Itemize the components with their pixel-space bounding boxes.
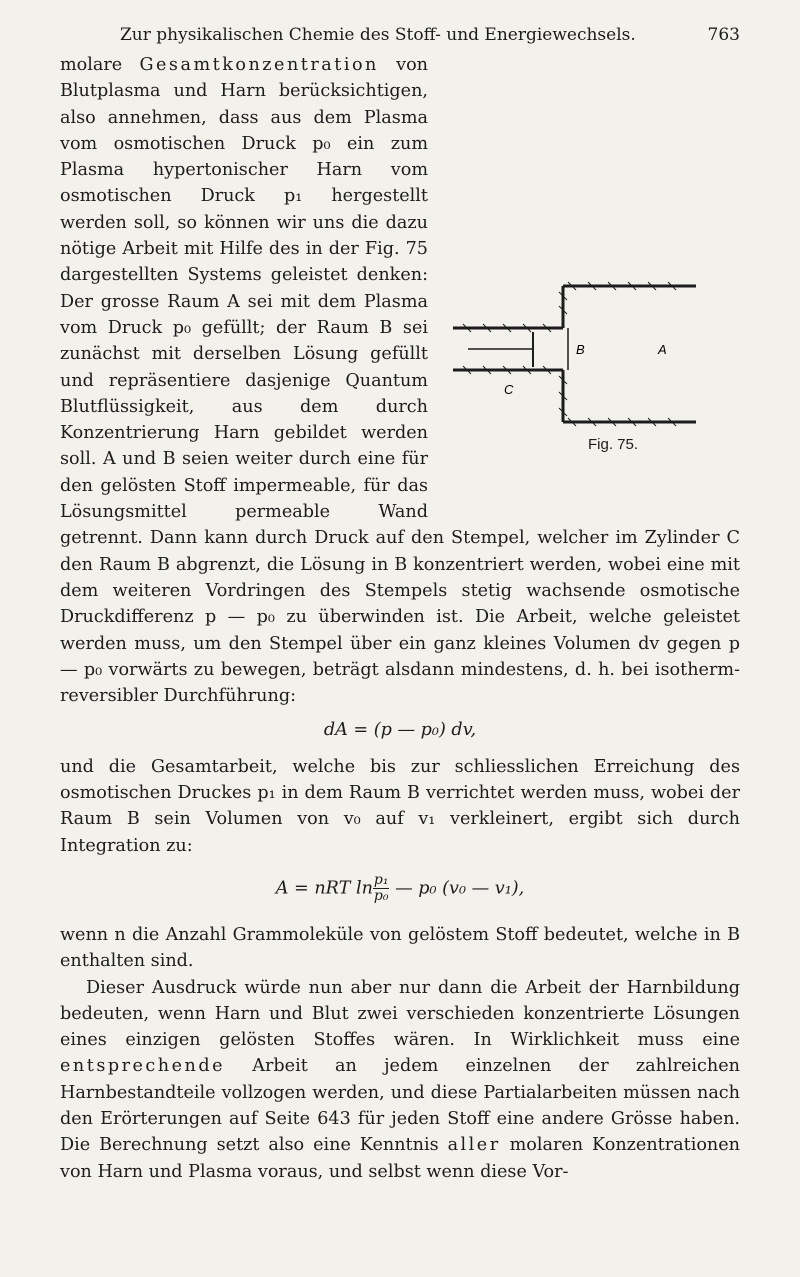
p1-spaced-term: Gesamtkonzentration (139, 55, 379, 75)
paragraph-4 (60, 975, 740, 1185)
label-a: A (658, 342, 667, 357)
p1-end: von Blutplasma und Harn berücksichtigen, also annehmen, dass aus dem Plasma vom osmotischen Druck p₀ ein zum Plasma hypertonischer Harn vom osmotischen Druck p₁ hergestellt werden soll, so können wir uns die dazu nötige Arbeit mit Hilfe des in der Fig. 75 dargestellten Systems geleistet denken: Der grosse Raum A sei mit dem Plasma vom Druck p₀ gefüllt; der Raum B sei zunächst mit derselben Lösung gefüllt und repräsentiere dasjenige Quantum Blutflüssigkeit, aus dem durch Konzentrierung Harn gebildet werden soll. A und B seien weiter durch eine für den gelösten Stoff impermeable, für das Lösungsmittel permeable Wand getrennt. Dann kann durch Druck auf den Stempel, welcher im Zylinder C den Raum B abgrenzt, die Lösung in B konzentriert werden, wobei eine mit dem weiteren Vordringen des Stempels stetig wachsende osmotische Druckdifferenz p — p₀ zu überwinden ist. Die Arbeit, welche geleistet werden muss, um den Stempel über ein ganz kleines Volumen dv gegen p — p₀ vorwärts zu bewegen, beträgt alsdann mindestens, d. h. bei isotherm-reversibler Durchführung: (60, 55, 740, 707)
p4-c: Arbeit an jedem einzelnen der zahlreichen Harnbestandteile vollzogen werden, und diese Partialarbeiten müssen nach den Erörterungen auf Seite 643 für jeden Stoff eine andere Grösse haben. Die Berechnung setzt also eine Kenntnis (60, 1056, 740, 1156)
page-number: 763 (707, 25, 740, 45)
running-header (60, 22, 740, 52)
label-b: B (576, 342, 585, 357)
figure-caption: Fig. 75. (588, 436, 639, 453)
eq2-fraction (373, 873, 390, 904)
paragraph-3: wenn n die Anzahl Grammoleküle von gelöstem Stoff bedeutet, welche in B enthalten sind. (60, 924, 740, 972)
label-c: C (504, 382, 514, 397)
eq2-numerator: p₁ (373, 871, 389, 888)
p4-spaced-1: entsprechende (60, 1056, 226, 1077)
equation-1: dA = (p — p₀) dv, (323, 720, 477, 741)
figure-75 (428, 272, 728, 487)
p4-e: molaren Konzentrationen von Harn und Plasma voraus, und selbst wenn diese Vor- (60, 1135, 741, 1182)
equation-2 (60, 873, 740, 904)
eq2-right: — p₀ (v₀ — v₁), (395, 878, 525, 899)
paragraph-2: und die Gesamtarbeit, welche bis zur schliesslichen Erreichung des osmotischen Druckes p₁ in dem Raum B verrichtet werden muss, wobei der Raum B sein Volumen von v₀ auf v₁ verkleinert, ergibt sich durch Integration zu: (60, 756, 740, 856)
eq2-denominator: p₀ (373, 887, 389, 904)
running-title: Zur physikalischen Chemie des Stoff- und Energiewechsels. (120, 25, 636, 45)
p4-spaced-2: aller (447, 1135, 501, 1156)
eq2-left: A = nRT ln (275, 878, 373, 899)
page (60, 22, 740, 1185)
p4-a: Dieser Ausdruck würde nun aber nur dann die Arbeit der Harnbildung bedeuten, wenn Harn und Blut zwei verschieden konzentrierte Lösungen eines einzigen gelösten Stoffes wären. In Wirklichkeit muss eine (60, 977, 740, 1051)
p1-start: molare (60, 55, 140, 75)
figure-diagram (428, 272, 728, 487)
